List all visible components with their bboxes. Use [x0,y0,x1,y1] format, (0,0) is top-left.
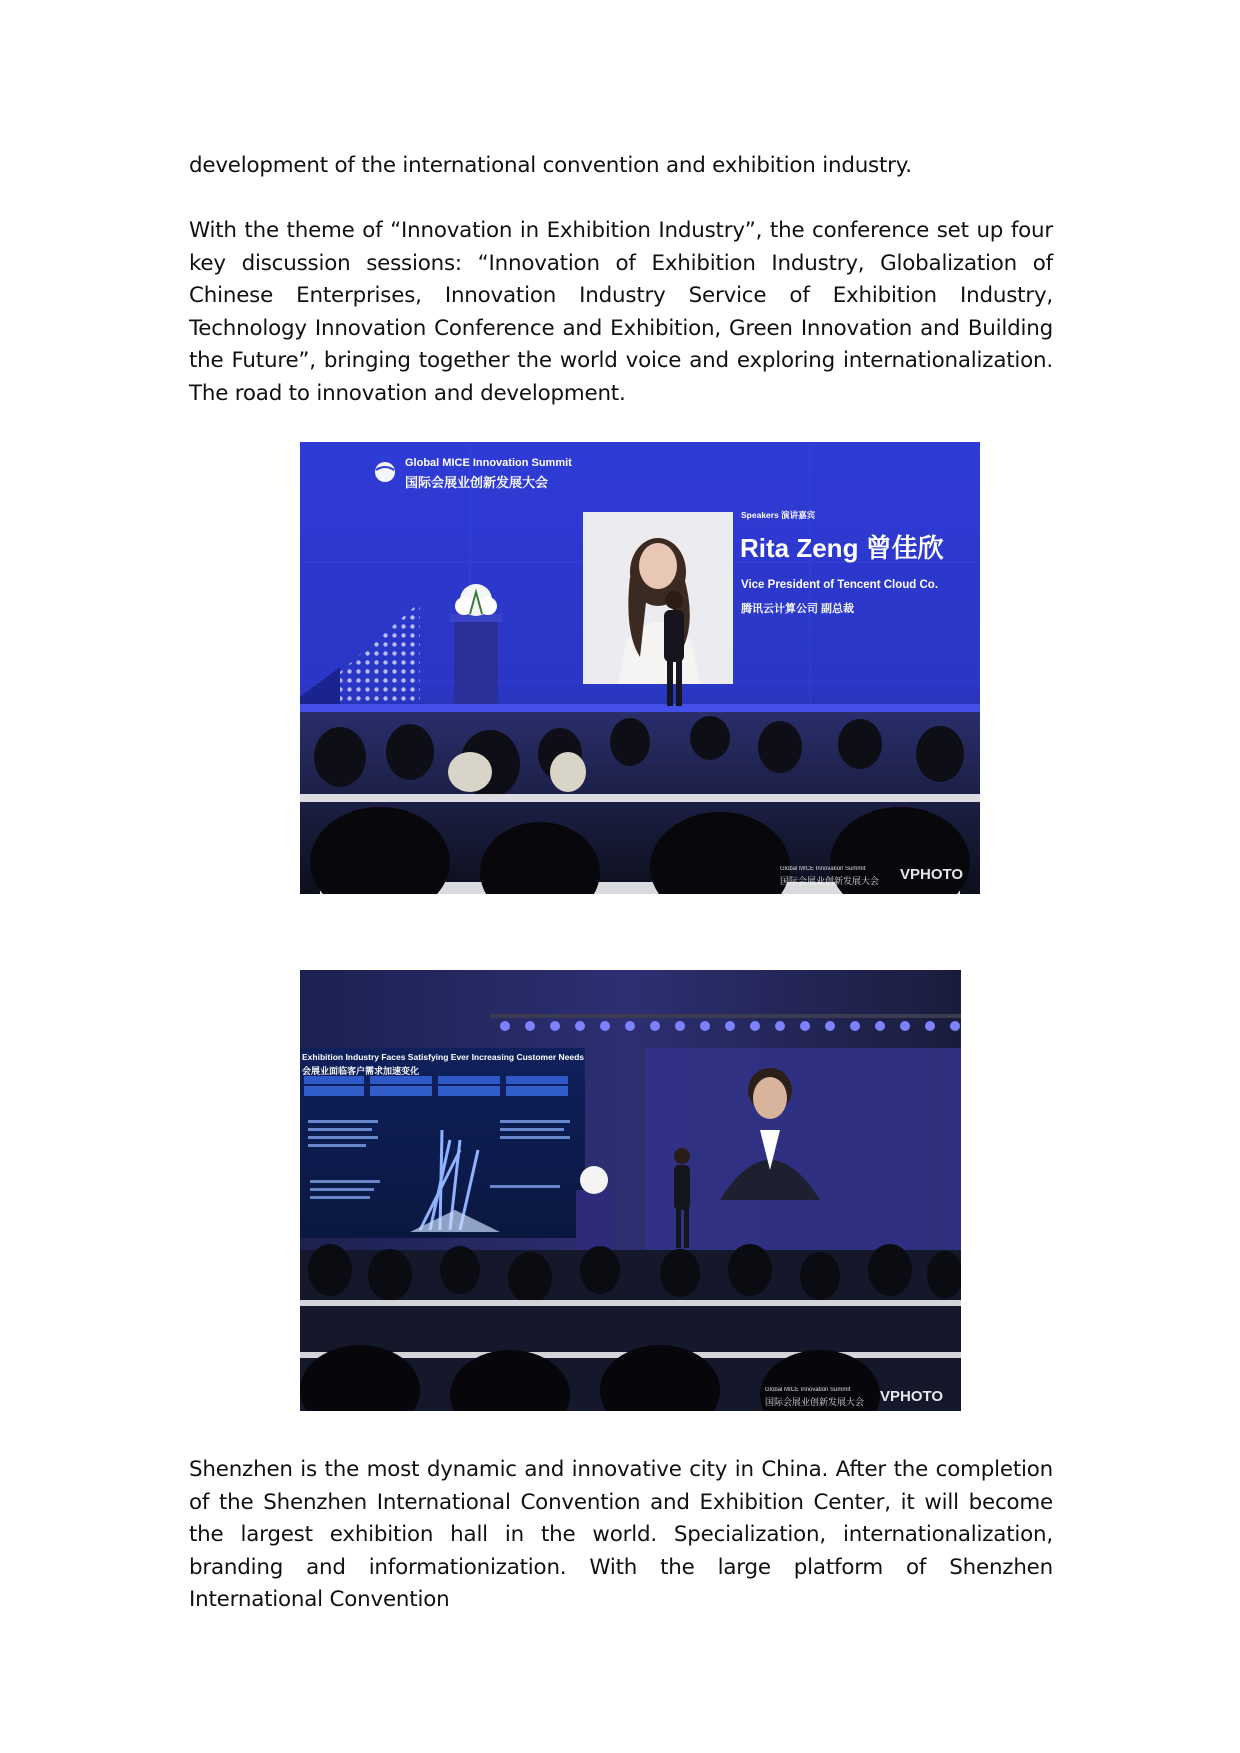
watermark-summit-en: Global MICE Innovation Summit [780,866,866,872]
summit-title-cn: 国际会展业创新发展大会 [405,475,549,490]
watermark-vphoto: VPHOTO [880,1388,944,1405]
summit-title-en: Global MICE Innovation Summit [405,457,572,469]
watermark-summit-cn: 国际会展业创新发展大会 [780,876,880,886]
watermark-vphoto: VPHOTO [900,866,964,883]
speaker-title-en: Vice President of Tencent Cloud Co. [741,579,939,591]
presentation-scene-illustration [300,970,961,1411]
paragraph-intro-end: development of the international convention and exhibition industry. [189,153,912,178]
stage-scene-illustration [300,442,980,894]
speaker-name: Rita Zeng 曾佳欣 [740,533,944,563]
slide-title-en: Exhibition Industry Faces Satisfying Ever Increasing Customer Needs [302,1052,584,1062]
photo-speaker-rita-zeng [300,442,980,894]
paragraph-shenzhen: Shenzhen is the most dynamic and innovative city in China. After the completion of the Shenzhen International Convention and Exhibition Center, it will become the largest exhibition hall in the world. Specialization, internationalization, branding and informationization. With the large platform of Shenzhen International Convention [189,1457,1053,1612]
watermark-summit-en: Global MICE Innovation Summit [765,1387,851,1393]
watermark-summit-cn: 国际会展业创新发展大会 [765,1397,865,1407]
paragraph-conference-theme: With the theme of “Innovation in Exhibition Industry”, the conference set up four key discussion sessions: “Innovation of Exhibition Industry, Globalization of Chinese Enterprises, Innovation Industry Service of Exhibition Industry, Technology Innovation Conference and Exhibition, Green Innovation and Building the Future”, bringing together the world voice and exploring internationalization. The road to innovation and development. [189,218,1053,406]
photo-slide-presentation [300,970,961,1411]
slide-title-cn: 会展业面临客户需求加速变化 [302,1066,420,1076]
speaker-title-cn: 腾讯云计算公司 副总裁 [741,603,855,615]
speakers-label: Speakers 演讲嘉宾 [741,510,816,520]
